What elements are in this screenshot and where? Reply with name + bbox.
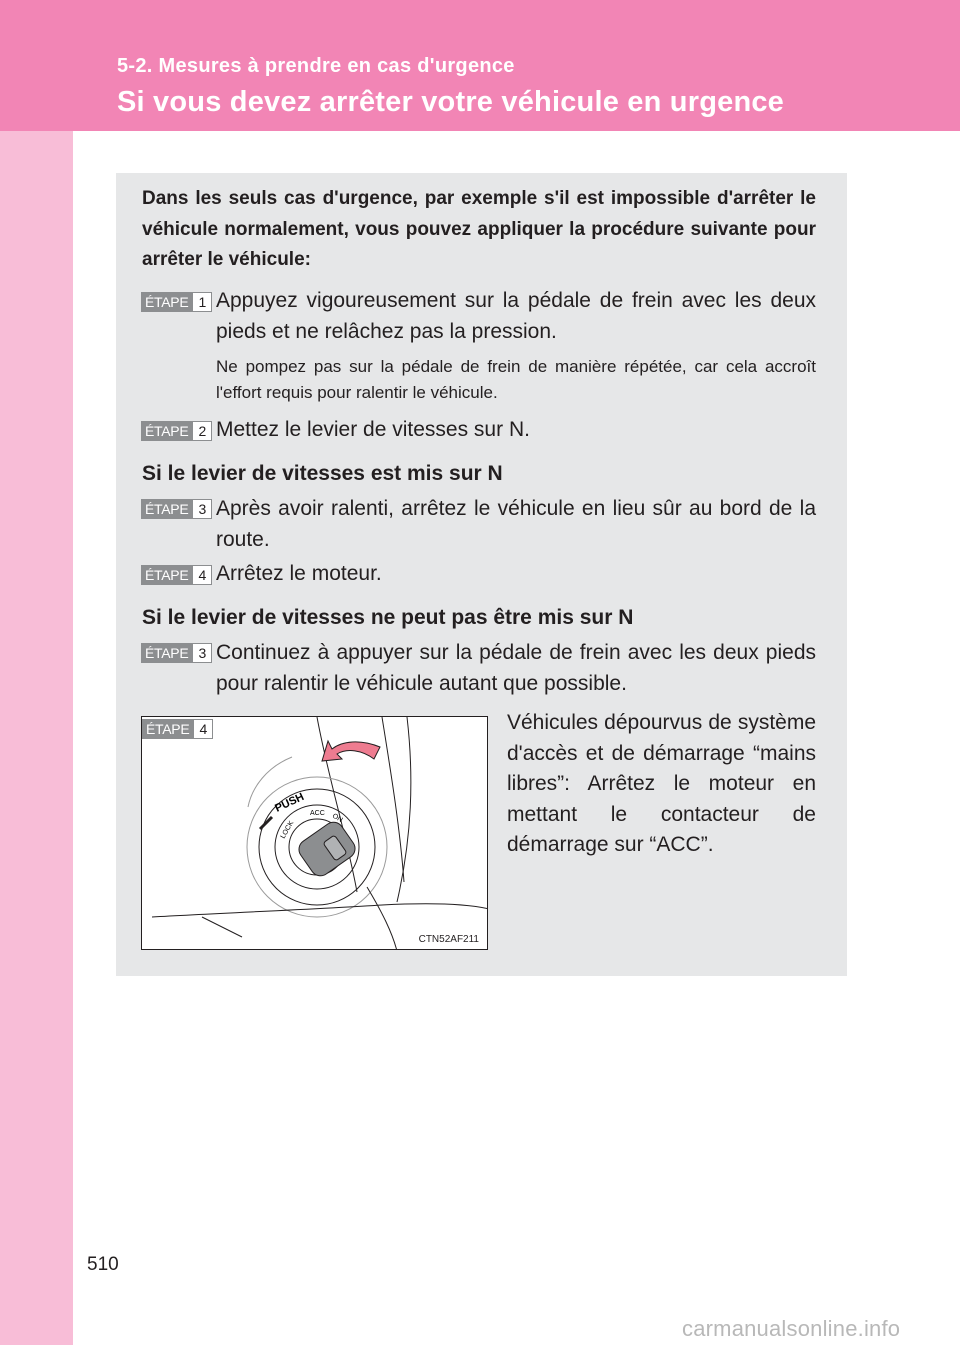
step-word: ÉTAPE <box>141 421 192 441</box>
step-4b-text: Véhicules dépourvus de système d'accès et de démarrage “mains libres”: Arrêtez le moteur en mettant le contacteur de démarrage sur “ACC”. <box>507 711 816 856</box>
subheading-lever-n: Si le levier de vitesses est mis sur N <box>142 462 503 485</box>
rotation-arrow <box>322 741 380 761</box>
subheading-lever-not-n: Si le levier de vitesses ne peut pas être mis sur N <box>142 606 634 629</box>
step-badge-3b <box>141 643 212 663</box>
watermark: carmanualsonline.info <box>682 1316 901 1341</box>
step-number: 3 <box>192 499 212 519</box>
step-word: ÉTAPE <box>141 499 192 519</box>
step-number: 4 <box>192 565 212 585</box>
step-word: ÉTAPE <box>141 643 192 663</box>
step-badge-1 <box>141 292 212 312</box>
section-label: 5-2. Mesures à prendre en cas d'urgence <box>117 55 515 77</box>
step-number: 2 <box>192 421 212 441</box>
step-4a-text: Arrêtez le moteur. <box>216 562 382 585</box>
step-badge-4a <box>141 565 212 585</box>
left-margin-strip <box>0 131 73 1345</box>
step-3a-text: Après avoir ralenti, arrêtez le véhicule en lieu sûr au bord de la route. <box>216 497 816 551</box>
intro-paragraph: Dans les seuls cas d'urgence, par exemple s'il est impossible d'arrêter le véhicule normalement, vous pouvez appliquer la procédure suivante pour arrêter le véhicule: <box>142 188 816 270</box>
ignition-key-drawing <box>142 717 488 950</box>
step-number: 3 <box>192 643 212 663</box>
push-label: PUSH <box>273 790 306 815</box>
on-label: ON <box>331 812 344 824</box>
step-badge-3a <box>141 499 212 519</box>
page-title: Si vous devez arrêter votre véhicule en urgence <box>117 86 785 118</box>
step-1-note: Ne pompez pas sur la pédale de frein de manière répétée, car cela accroît l'effort requis pour ralentir le véhicule. <box>216 357 816 402</box>
step-1-text: Appuyez vigoureusement sur la pédale de frein avec les deux pieds et ne relâchez pas la pression. <box>216 289 816 343</box>
step-word: ÉTAPE <box>141 565 192 585</box>
step-badge-2 <box>141 421 212 441</box>
step-number: 4 <box>193 719 213 739</box>
step-number: 1 <box>192 292 212 312</box>
step-word: ÉTAPE <box>141 292 192 312</box>
step-badge-4b <box>142 719 213 739</box>
step-word: ÉTAPE <box>142 719 193 739</box>
key-head <box>295 818 359 879</box>
step-2-text: Mettez le levier de vitesses sur N. <box>216 418 530 441</box>
page-number: 510 <box>87 1254 119 1275</box>
lock-label: LOCK <box>279 819 296 840</box>
acc-label: ACC <box>310 810 325 817</box>
step-3b-text: Continuez à appuyer sur la pédale de frein avec les deux pieds pour ralentir le véhicule autant que possible. <box>216 641 816 695</box>
illustration-code: CTN52AF211 <box>418 934 479 945</box>
ignition-illustration <box>141 716 488 950</box>
